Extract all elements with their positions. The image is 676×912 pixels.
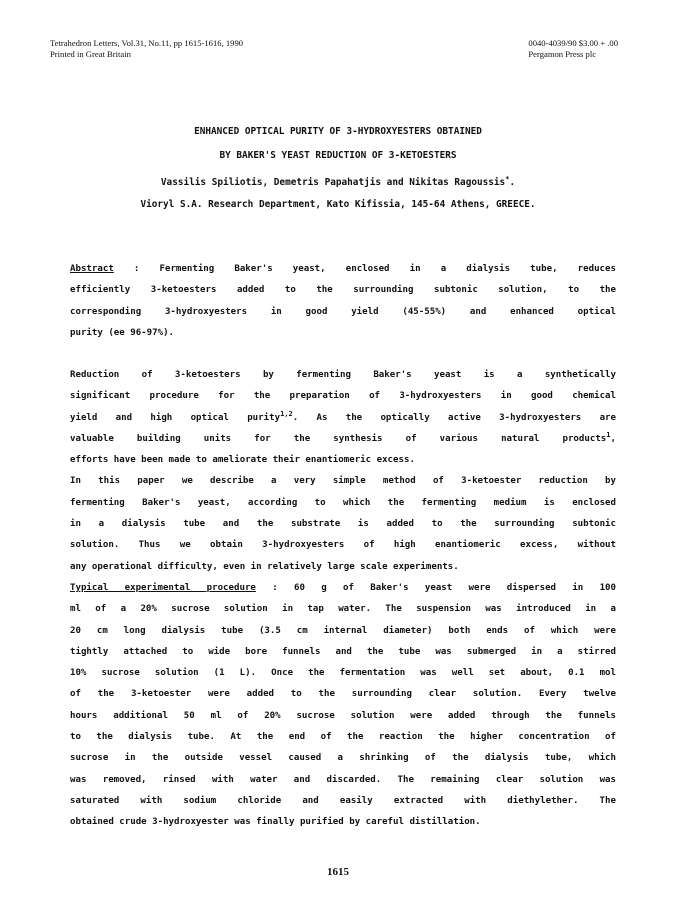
body-line: 20 cm long dialysis tube (3.5 cm internal diameter) both ends of which were	[70, 625, 616, 636]
body-text	[70, 365, 616, 834]
body-line: was removed, rinsed with water and discarded. The remaining clear solution was	[70, 774, 616, 785]
body-line: of the 3-ketoester were added to the surrounding clear solution. Every twelve	[70, 689, 616, 700]
body-line: any operational difficulty, even in relatively large scale experiments.	[70, 561, 459, 572]
body-line: to the dialysis tube. At the end of the reaction the higher concentration of	[70, 732, 616, 743]
reference-citation: 1	[606, 430, 611, 439]
publisher-name: Pergamon Press plc	[528, 49, 597, 59]
body-line: obtained crude 3-hydroxyester was finally purified by careful distillation.	[70, 817, 481, 828]
author-list	[0, 177, 676, 188]
abstract-line: Abstract : Fermenting Baker's yeast, enclosed in a dialysis tube, reduces	[70, 264, 616, 274]
abstract-line: corresponding 3-hydroxyesters in good yield (45-55%) and enhanced optical	[70, 306, 616, 317]
body-line: ml of a 20% sucrose solution in tap water. The suspension was introduced in a	[70, 604, 616, 615]
abstract-section	[70, 259, 616, 344]
title-line-2: BY BAKER'S YEAST REDUCTION OF 3-KETOESTERS	[219, 150, 457, 161]
publisher-info	[528, 38, 618, 60]
body-line: fermenting Baker's yeast, according to which the fermenting medium is enclosed	[70, 497, 616, 508]
abstract-heading: Abstract	[70, 264, 114, 274]
author-names: Vassilis Spiliotis, Demetris Papahatjis and Nikitas Ragoussis	[160, 177, 506, 188]
paper-title	[0, 120, 676, 168]
abstract-line: efficiently 3-ketoesters added to the surrounding subtonic solution, to the	[70, 285, 616, 296]
reference-citation: 1,2	[280, 409, 293, 418]
corresponding-author-mark: *	[505, 175, 510, 183]
body-line: sucrose in the outside vessel caused a shrinking of the dialysis tube, which	[70, 753, 616, 764]
printed-location: Printed in Great Britain	[50, 49, 131, 59]
title-line-1: ENHANCED OPTICAL PURITY OF 3-HYDROXYESTERS OBTAINED	[194, 126, 482, 137]
body-line: Reduction of 3-ketoesters by fermenting Baker's yeast is a synthetically	[70, 370, 616, 380]
body-line: yield and high optical purity$^{1,2}$. As the optically active 3-hydroxyesters are	[70, 409, 616, 423]
page-number: 1615	[327, 866, 349, 878]
body-line: In this paper we describe a very simple method of 3-ketoester reduction by	[70, 476, 616, 487]
body-line: hours additional 50 ml of 20% sucrose solution were added through the funnels	[70, 710, 616, 721]
body-line: valuable building units for the synthesis of various natural products$^1$,	[70, 430, 616, 444]
body-line: 10% sucrose solution (1 L). Once the fermentation was well set about, 0.1 mol	[70, 668, 616, 679]
journal-reference: Tetrahedron Letters, Vol.31, No.11, pp 1615-1616, 1990	[50, 38, 244, 48]
author-list-end: .	[509, 177, 516, 188]
body-line: saturated with sodium chloride and easily extracted with diethylether. The	[70, 795, 616, 806]
price-code: 0040-4039/90 $3.00 + .00	[528, 38, 618, 48]
body-line: in a dialysis tube and the substrate is added to the surrounding subtonic	[70, 519, 616, 530]
affiliation: Vioryl S.A. Research Department, Kato Kifissia, 145-64 Athens, GREECE.	[140, 199, 536, 210]
procedure-heading: Typical experimental procedure	[70, 582, 256, 593]
body-line: significant procedure for the preparation of 3-hydroxyesters in good chemical	[70, 391, 616, 402]
body-line: Typical experimental procedure : 60 g of Baker's yeast were dispersed in 100	[70, 582, 616, 593]
abstract-line: purity (ee 96-97%).	[70, 327, 175, 338]
body-line: tightly attached to wide bore funnels and the tube was submerged in a stirred	[70, 646, 616, 657]
body-line: solution. Thus we obtain 3-hydroxyesters of high enantiomeric excess, without	[70, 540, 616, 551]
body-line: efforts have been made to ameliorate their enantiomeric excess.	[70, 455, 415, 466]
journal-citation	[50, 38, 243, 60]
